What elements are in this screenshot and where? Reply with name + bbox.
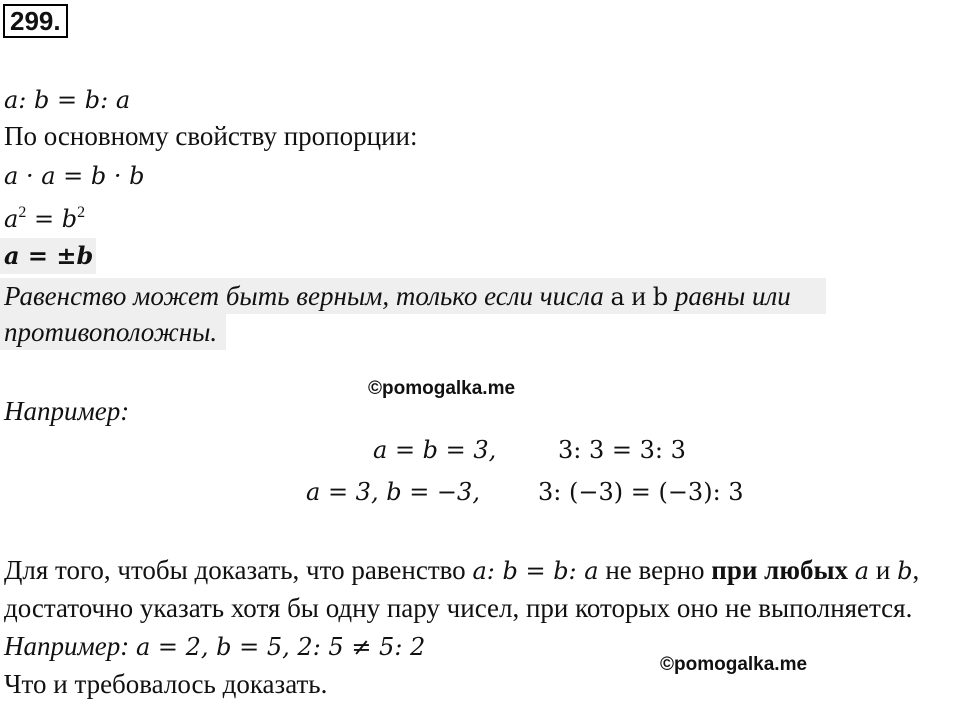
var-a: a (610, 283, 625, 311)
equation-products (4, 158, 144, 193)
watermark: ©pomogalka.me (368, 378, 516, 399)
result-text: a = ±b (4, 241, 94, 270)
proof-paragraph-line-2: достаточно указать хотя бы одну пару чисел, при которых оно не выполняется. (4, 593, 913, 623)
example-1-left-text: a = b = 3, (373, 436, 497, 464)
var-b: b (652, 283, 669, 311)
para-comma: , (912, 555, 920, 585)
para-var-a: a (854, 557, 870, 585)
para-text-2: не верно (598, 555, 712, 585)
example-2-left (306, 478, 480, 506)
note-text: Равенство может быть верным, только если числа (4, 281, 611, 311)
square-base-b: b (61, 205, 78, 233)
counter-example-math: a = 2, b = 5, 2: 5 ≠ 5: 2 (135, 633, 426, 661)
para-bold: при любых (711, 555, 849, 585)
example-label: Например: (4, 396, 130, 426)
equation-text: a: b = b: a (4, 86, 131, 114)
square-exp-a: 2 (18, 204, 27, 221)
example-1-right: 3: 3 = 3: 3 (558, 436, 686, 464)
equation-text: a · a = b · b (4, 162, 145, 190)
note-text-2: равны или (668, 281, 791, 311)
equals-sign: = (26, 205, 62, 233)
conclusion: Что и требовалось доказать. (4, 669, 328, 699)
counter-example (4, 629, 425, 664)
para-math: a: b = b: a (472, 557, 599, 585)
example-2-right: 3: (−3) = (−3): 3 (538, 478, 744, 506)
note-line-1 (4, 279, 791, 314)
para-var-b: b (897, 557, 913, 585)
para-and: и (869, 555, 898, 585)
square-base-a: a (4, 205, 19, 233)
watermark-bottom: ©pomogalka.me (660, 654, 808, 675)
proportion-property-text: По основному свойству пропорции: (4, 121, 418, 151)
para-space (848, 555, 855, 585)
example-1-left (373, 436, 496, 464)
equation-proportion (4, 82, 130, 117)
proof-paragraph-line-1 (4, 553, 919, 588)
counter-example-label: Например: (4, 631, 130, 661)
note-and: и (624, 281, 653, 311)
note-line-2: противоположны. (4, 317, 218, 347)
para-text-1: Для того, чтобы доказать, что равенство (4, 555, 473, 585)
equation-squares (4, 196, 85, 236)
example-2-left-text: a = 3, b = −3, (306, 478, 480, 506)
square-exp-b: 2 (77, 204, 86, 221)
equation-result (4, 238, 93, 273)
problem-number: 299. (3, 4, 68, 38)
